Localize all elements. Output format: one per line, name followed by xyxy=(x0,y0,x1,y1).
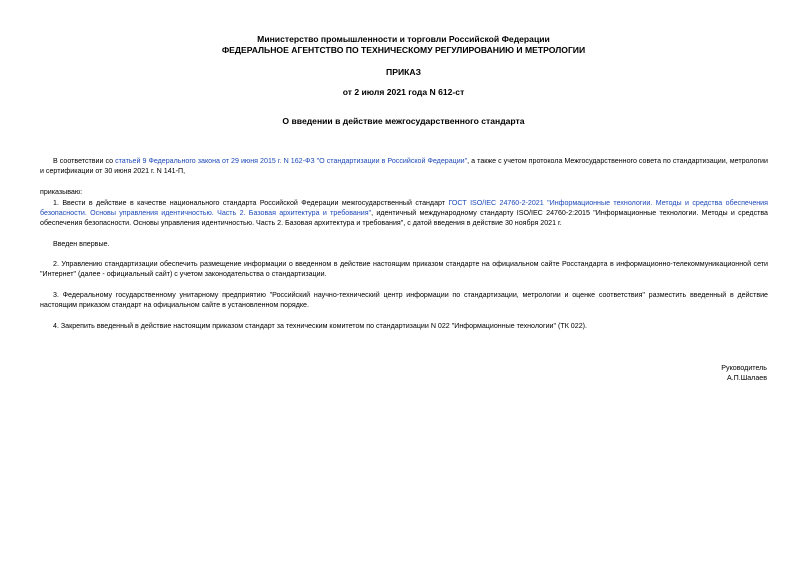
doc-type: ПРИКАЗ xyxy=(386,67,421,77)
item4-text: 4. Закрепить введенный в действие настоящим приказом стандарт за техническим комитетом по стандартизации N 022 "Информационные технологии" (ТК 022). xyxy=(53,322,587,330)
paragraph-preamble xyxy=(40,156,768,176)
order-word: приказываю: xyxy=(40,188,83,196)
item1-text-end: , идентичный международному стандарту ISO/IEC 24760-2:2015 "Информационные технологии. Методы и средства обеспечения безопасности. Основы управления идентичностью. Часть 2. Базовая архитектура и требования", с датой введения в действие 30 ноября 2021 г. xyxy=(40,209,768,227)
introduced-first-note xyxy=(40,239,768,249)
ministry-name: Министерство промышленности и торговли Российской Федерации xyxy=(257,34,550,44)
item2-text: 2. Управлению стандартизации обеспечить размещение информации о введенном в действие настоящим приказом стандарте на официальном сайте Росстандарта в информационно-телекоммуникационной сети "Интернет" (далее - официальный сайт) с учетом законодательства о стандартизации. xyxy=(40,260,768,278)
signature-title: Руководитель xyxy=(721,364,767,372)
item3-text: 3. Федеральному государственному унитарному предприятию "Российский научно-технический центр информации по стандартизации, метрологии и оценке соответствия" разместить введенный в действие настоящим приказом стандарт на официальном сайте в установленном порядке. xyxy=(40,291,768,309)
federal-law-link[interactable]: статьей 9 Федерального закона от 29 июня 2015 г. N 162-ФЗ "О стандартизации в Российской Федерации" xyxy=(115,157,468,165)
agency-name: ФЕДЕРАЛЬНОЕ АГЕНТСТВО ПО ТЕХНИЧЕСКОМУ РЕГУЛИРОВАНИЮ И МЕТРОЛОГИИ xyxy=(221,45,586,55)
item1-text-start: 1. Ввести в действие в качестве национального стандарта Российской Федерации межгосударственный стандарт xyxy=(53,199,449,207)
preamble-text-end: , а также с учетом протокола Межгосударственного совета по стандартизации, метрологии и сертификации от 30 июня 2021 г. N 141-П, xyxy=(40,157,768,175)
order-item-3 xyxy=(40,290,768,310)
gost-standard-link[interactable]: ГОСТ ISO/IEC 24760-2-2021 "Информационные технологии. Методы и средства обеспечения безопасности. Основы управления идентичностью. Часть 2. Базовая архитектура и требования" xyxy=(40,199,768,217)
preamble-text-start: В соответствии со xyxy=(53,157,116,165)
order-item-1 xyxy=(40,198,768,228)
doc-subject: О введении в действие межгосударственного стандарта xyxy=(282,116,525,126)
order-item-2 xyxy=(40,259,768,279)
doc-date-number: от 2 июля 2021 года N 612-ст xyxy=(342,87,465,97)
order-item-4 xyxy=(40,321,768,331)
introduced-first-text: Введен впервые. xyxy=(53,240,110,248)
signature-name: А.П.Шалаев xyxy=(726,374,767,382)
